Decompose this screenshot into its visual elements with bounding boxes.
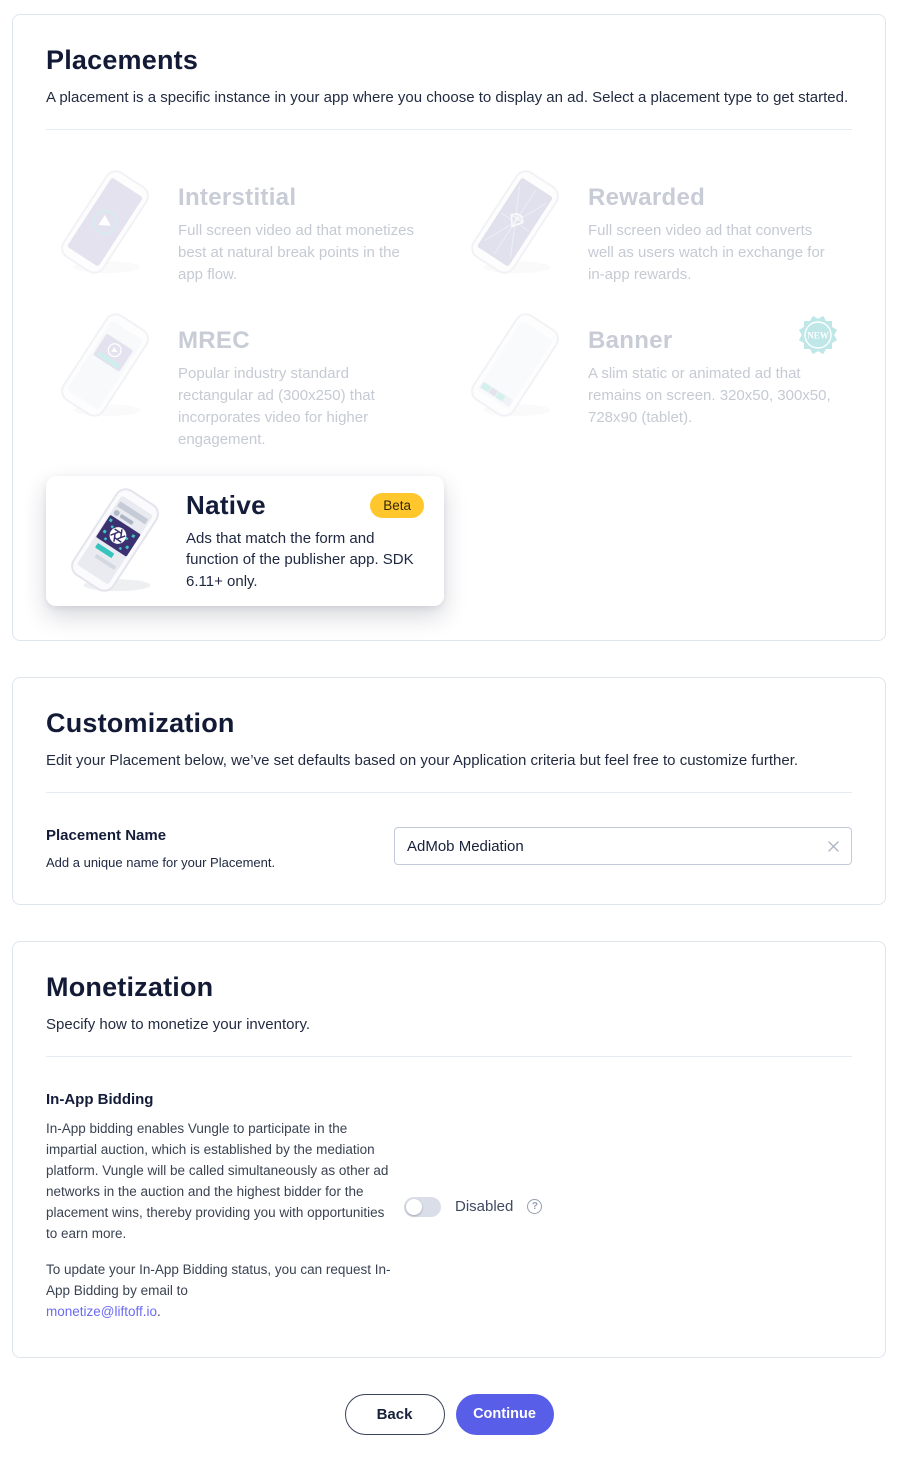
in-app-bidding-label: In-App Bidding — [46, 1091, 154, 1109]
placement-name-input[interactable] — [394, 827, 852, 865]
monetization-card — [12, 941, 886, 1357]
clear-input-icon[interactable] — [825, 838, 841, 854]
placement-option-banner[interactable] — [456, 311, 852, 450]
option-description: Ads that match the form and function of the publisher app. SDK 6.11+ only. — [186, 529, 414, 591]
period: . — [157, 1303, 161, 1319]
placement-option-mrec[interactable] — [46, 311, 444, 450]
beta-badge: Beta — [370, 493, 424, 518]
help-icon[interactable]: ? — [527, 1199, 542, 1214]
option-description: Full screen video ad that converts well as users watch in exchange for in-app rewards. — [588, 222, 825, 283]
option-description: Full screen video ad that monetizes best at natural break points in the app flow. — [178, 222, 414, 283]
placement-options-grid — [46, 130, 852, 606]
option-title: Interstitial — [178, 184, 297, 211]
banner-phone-illustration — [456, 311, 574, 421]
mrec-phone-illustration — [46, 311, 164, 421]
option-description: Popular industry standard rectangular ad (300x250) that incorporates video for higher engagement. — [178, 365, 375, 448]
option-title: Banner — [588, 327, 673, 355]
placement-name-label: Placement Name — [46, 827, 167, 845]
continue-button[interactable]: Continue — [456, 1394, 554, 1435]
divider — [46, 792, 852, 793]
in-app-bidding-toggle[interactable] — [404, 1197, 441, 1217]
in-app-bidding-request-text — [46, 1260, 394, 1323]
toggle-state-label: Disabled — [455, 1198, 514, 1216]
customization-subtitle: Edit your Placement below, we’ve set defaults based on your Application criteria but feel free to customize further. — [46, 752, 799, 770]
option-title: Rewarded — [588, 184, 706, 211]
native-phone-illustration — [56, 486, 174, 596]
customization-title: Customization — [46, 708, 235, 739]
divider — [46, 1056, 852, 1057]
back-button[interactable]: Back — [345, 1394, 445, 1435]
placements-subtitle: A placement is a specific instance in your app where you choose to display an ad. Select a placement type to get started. — [46, 89, 849, 106]
customization-card — [12, 677, 886, 905]
placement-option-rewarded[interactable] — [456, 168, 852, 285]
placement-option-interstitial[interactable] — [46, 168, 444, 285]
footer-actions — [12, 1394, 886, 1435]
request-text: To update your In-App Bidding status, you can request In-App Bidding by email to — [46, 1261, 391, 1298]
placements-title: Placements — [46, 45, 199, 75]
placement-name-helper: Add a unique name for your Placement. — [46, 855, 276, 871]
in-app-bidding-row — [46, 1091, 852, 1322]
option-title: MREC — [178, 327, 250, 355]
placement-name-row — [46, 827, 852, 870]
in-app-bidding-description: In-App bidding enables Vungle to participate in the impartial auction, which is established by the mediation platform. Vungle will be called simultaneously as other ad networks in the auction and the highest bidder for the placement wins, thereby providing you with opportunities to earn more. — [46, 1121, 389, 1241]
new-badge-label: NEW — [807, 330, 829, 341]
rewarded-phone-illustration — [456, 168, 574, 278]
monetization-subtitle: Specify how to monetize your inventory. — [46, 1016, 311, 1034]
new-badge-icon — [796, 313, 840, 357]
monetize-email-link[interactable]: monetize@liftoff.io — [46, 1303, 158, 1319]
monetization-title: Monetization — [46, 972, 214, 1003]
option-description: A slim static or animated ad that remains on screen. 320x50, 300x50, 728x90 (tablet). — [588, 365, 831, 426]
placement-option-native[interactable] — [46, 476, 444, 606]
placements-card — [12, 14, 886, 641]
toggle-knob — [406, 1199, 422, 1215]
option-title: Native — [186, 489, 266, 520]
interstitial-phone-illustration — [46, 168, 164, 278]
